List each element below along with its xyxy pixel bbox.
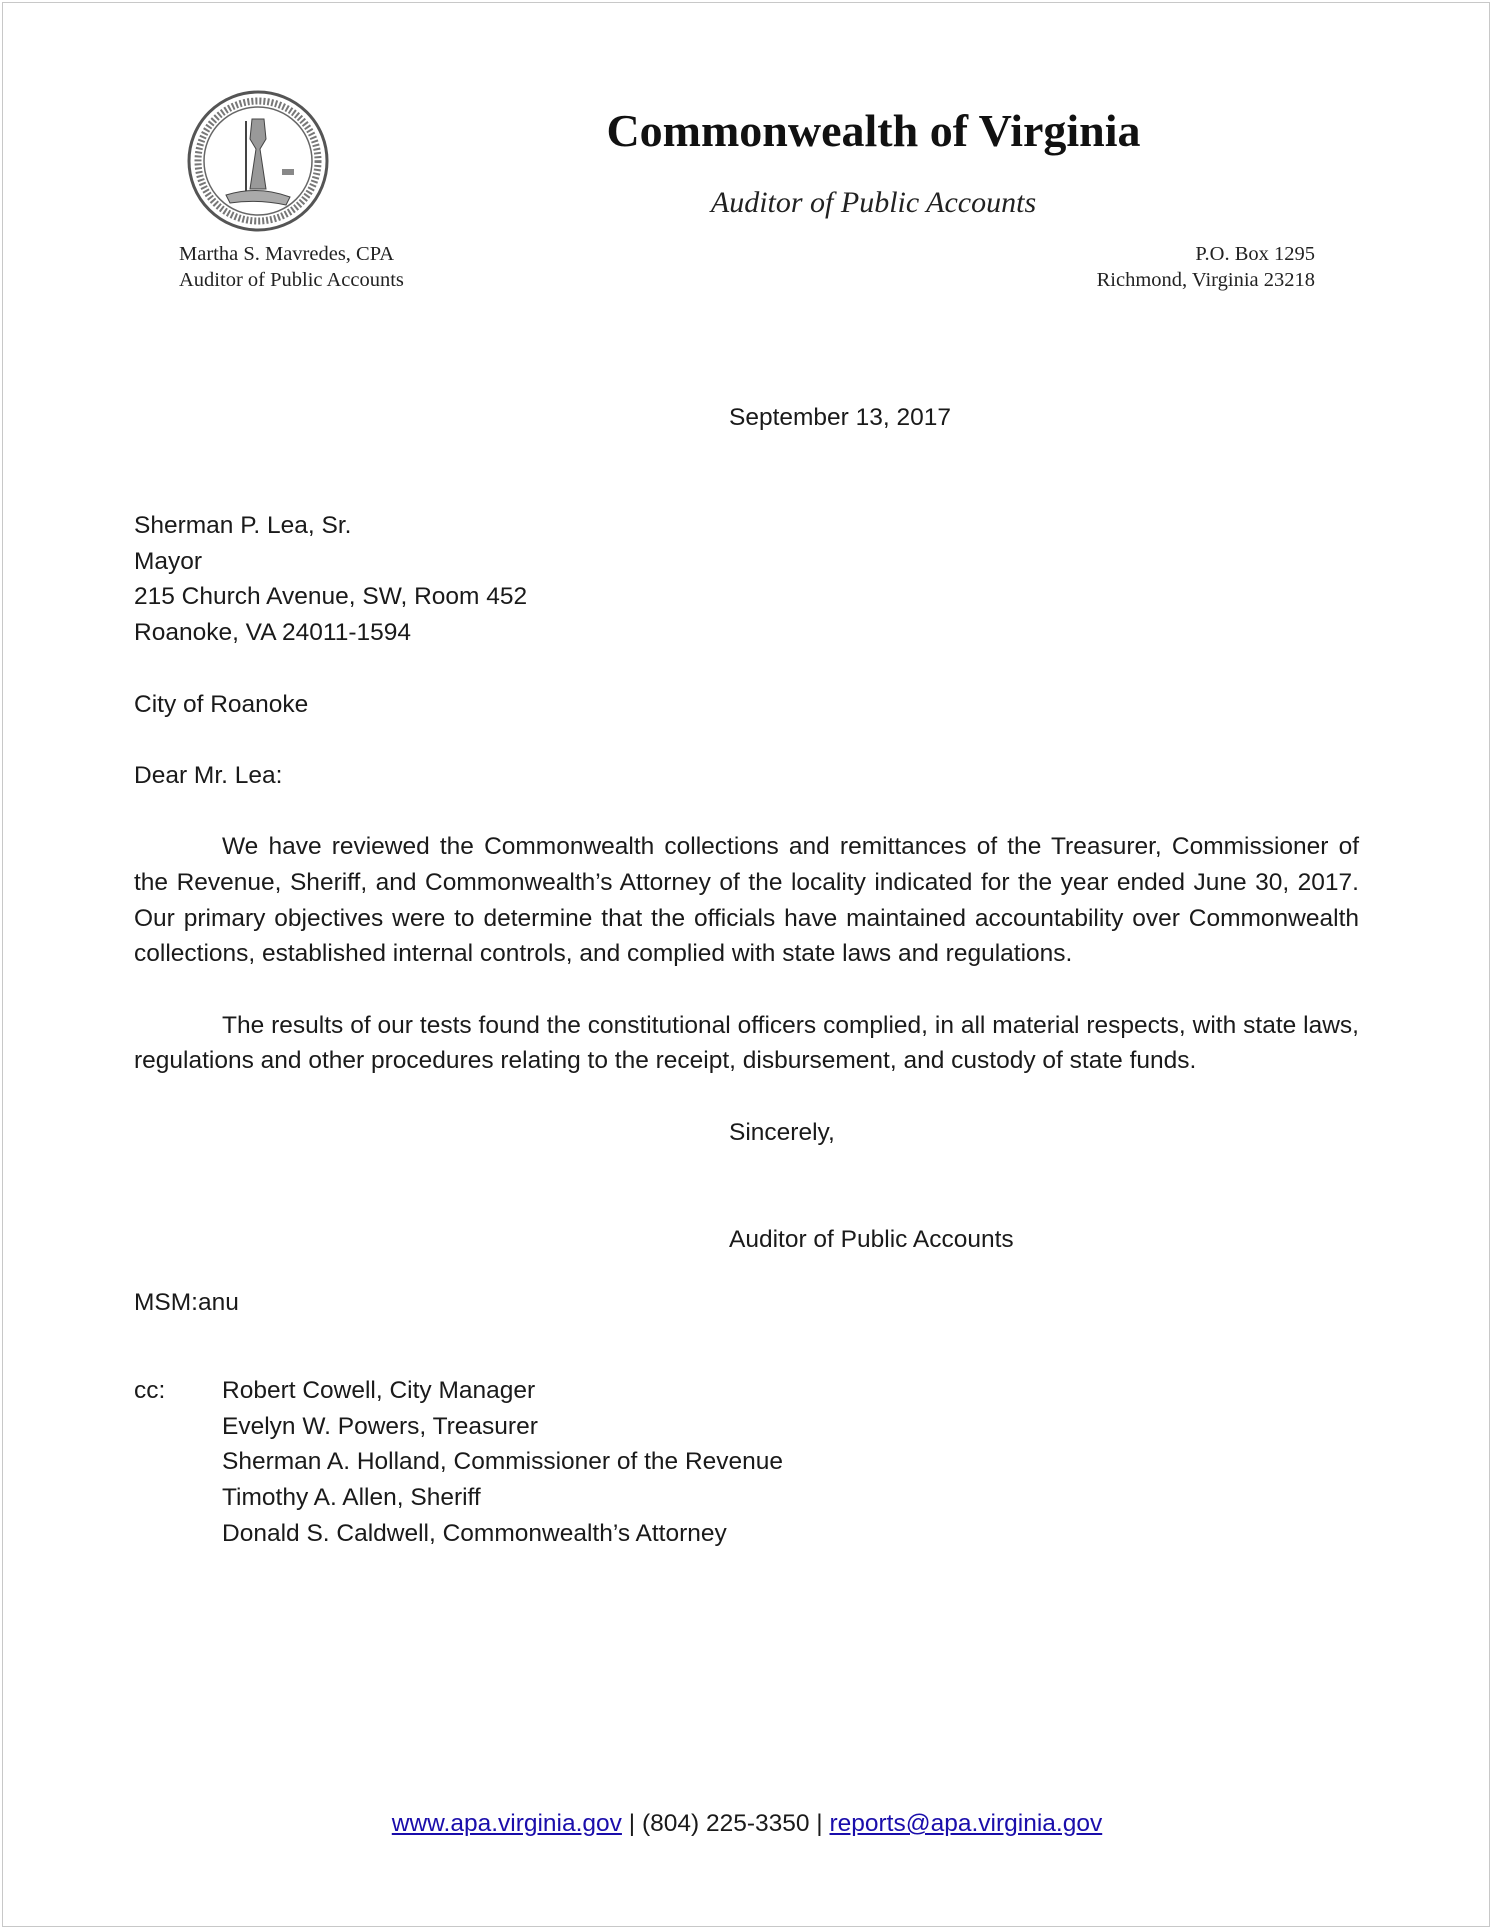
signature-title: Auditor of Public Accounts bbox=[729, 1225, 1014, 1253]
body-paragraph-2: The results of our tests found the constitutional officers complied, in all material respects, with state laws, regulations and other procedures relating to the receipt, disbursement, and custody of state funds. bbox=[134, 1011, 1359, 1075]
recipient-name: Sherman P. Lea, Sr. bbox=[134, 512, 352, 539]
salutation: Dear Mr. Lea: bbox=[134, 761, 283, 789]
recipient-address bbox=[134, 508, 1359, 651]
footer-separator: | bbox=[628, 1810, 636, 1837]
auditor-name: Martha S. Mavredes, CPA bbox=[179, 243, 395, 265]
closing: Sincerely, bbox=[729, 1118, 835, 1146]
cc-label: cc: bbox=[134, 1376, 166, 1404]
letter-date: September 13, 2017 bbox=[729, 404, 952, 431]
cc-item: Evelyn W. Powers, Treasurer bbox=[222, 1412, 538, 1440]
letterhead-title: Commonwealth of Virginia bbox=[606, 105, 1141, 156]
phone-number: (804) 225-3350 bbox=[641, 1810, 810, 1837]
cc-item: Robert Cowell, City Manager bbox=[222, 1376, 536, 1404]
footer bbox=[0, 1806, 1494, 1842]
recipient-title: Mayor bbox=[134, 547, 203, 575]
recipient-street: 215 Church Avenue, SW, Room 452 bbox=[134, 583, 528, 611]
cc-item: Timothy A. Allen, Sheriff bbox=[222, 1484, 481, 1512]
auditor-title: Auditor of Public Accounts bbox=[179, 269, 404, 291]
cc-block bbox=[134, 1373, 1359, 1552]
cc-item: Donald S. Caldwell, Commonwealth’s Attorney bbox=[222, 1519, 727, 1547]
cc-item: Sherman A. Holland, Commissioner of the Revenue bbox=[222, 1448, 784, 1476]
po-box: P.O. Box 1295 bbox=[1195, 243, 1315, 265]
letterhead-address bbox=[1097, 241, 1315, 293]
website-link[interactable]: www.apa.virginia.gov bbox=[391, 1810, 622, 1837]
email-link[interactable]: reports@apa.virginia.gov bbox=[829, 1810, 1103, 1837]
city-state-zip: Richmond, Virginia 23218 bbox=[1096, 269, 1315, 291]
initials: MSM:anu bbox=[134, 1289, 239, 1317]
locality: City of Roanoke bbox=[134, 690, 309, 718]
cc-list bbox=[222, 1373, 783, 1552]
footer-separator: | bbox=[816, 1810, 823, 1837]
letter-body bbox=[134, 508, 1359, 1552]
letterhead-subtitle: Auditor of Public Accounts bbox=[710, 186, 1037, 219]
recipient-city: Roanoke, VA 24011-1594 bbox=[134, 619, 411, 647]
body-paragraph-1: We have reviewed the Commonwealth collections and remittances of the Treasurer, Commissioner of the Revenue, Sheriff, and Commonwealth’s Attorney of the locality indicated for the year ended June 30, 2017. Our primary objectives were to determine that the officials have maintained accountability over Commonwealth collections, established internal controls, and complied with state laws and regulations. bbox=[134, 833, 1359, 968]
letterhead-auditor-info bbox=[179, 241, 404, 293]
